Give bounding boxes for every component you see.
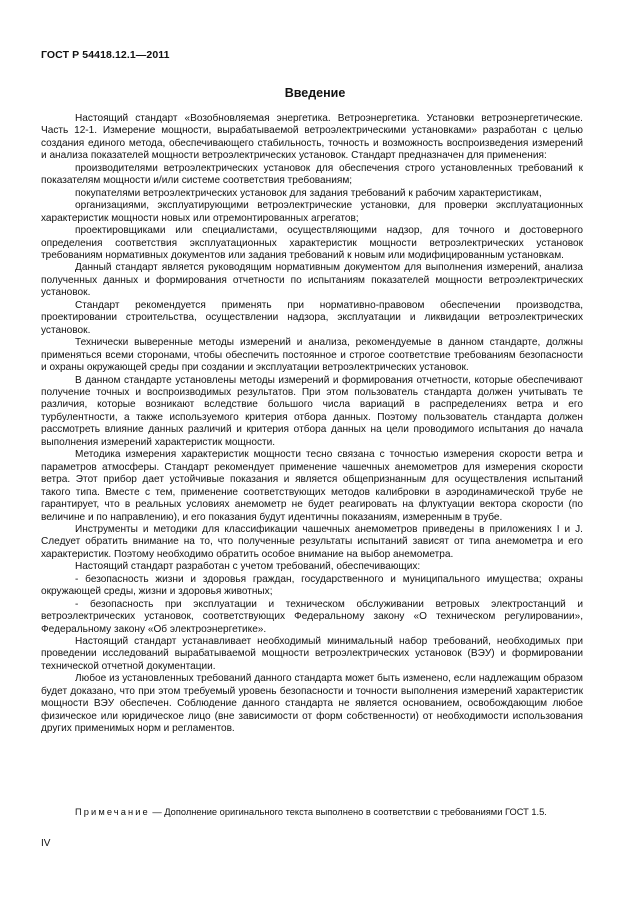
paragraph: производителями ветроэлектрических установок для обеспечения строго установленных требований к показателям мощности и/или системе соответствия требованиям; (41, 162, 583, 187)
paragraph: Настоящий стандарт разработан с учетом требований, обеспечивающих: (75, 561, 421, 573)
paragraph: Настоящий стандарт устанавливает необходимый минимальный набор требований, необходимых при проведении исследований вырабатываемой мощности ветроэлектрических установок (ВЭУ) и формировании технической отчетной документации. (41, 636, 583, 672)
page-number: IV (41, 838, 51, 849)
note-label: Примечание (75, 807, 150, 817)
paragraph: Стандарт рекомендуется применять при нормативно-правовом обеспечении производства, проектировании строительства, осуществлении надзора, эксплуатации и ликвидации ветроэлектрических установок. (41, 299, 583, 336)
paragraph: В данном стандарте установлены методы измерений и формирования отчетности, которые обеспечивают получение точных и воспроизводимых результатов. При этом пользователь стандарта должен учитывать те различия, которые возникают вследствие большого числа вариаций в распределениях ветра и его турбулентности, а также используемого критерия отбора данных. Поэтому пользователь стандарта должен рассмотреть влияние данных различий и критерия отбора данных на цели проводимого испытания до начала выполнения измерений характеристик мощности. (41, 374, 583, 448)
note-text: — Дополнение оригинального текста выполнено в соответствии с требованиями ГОСТ 1.5. (149, 807, 547, 817)
paragraph: Методика измерения характеристик мощности тесно связана с точностью измерения скорости ветра и параметров атмосферы. Стандарт рекомендует применение чашечных анемометров для измерения скорости ветра. Этот прибор дает устойчивые показания и является общепризнанным для осуществления испытаний такого типа. Вместе с тем, применение соответствующих методов калибровки в аэродинамической трубе не гарантирует, что в реальных условиях анемометр не будет реагировать на флуктуации вектора скорости (по величине и по направлению), и его показания будут идентичны показаниям, измеренным в трубе. (41, 449, 583, 523)
body-text (41, 113, 583, 736)
paragraph: Инструменты и методики для классификации чашечных анемометров приведены в приложениях I и J. Следует обратить внимание на то, что полученные результаты испытаний зависят от типа анемометра и его характеристик. Поэтому необходимо обратить особое внимание на выбор анемометра. (41, 523, 583, 560)
paragraph: покупателями ветроэлектрических установок для задания требований к рабочим характеристикам, (75, 187, 542, 199)
paragraph: Данный стандарт является руководящим нормативным документом для выполнения измерений, анализа полученных данных и формирования отчетности по испытаниям показателей мощности ветроэлектрических установок. (41, 262, 583, 299)
paragraph: - безопасность при эксплуатации и техническом обслуживании ветровых электростанций и ветроэлектрических установок, соответствующих Федеральному закону «О техническом регулировании», Федеральному закону «Об электроэнергетике». (41, 598, 583, 635)
standard-code-header: ГОСТ Р 54418.12.1—2011 (41, 49, 170, 61)
paragraph: проектировщиками или специалистами, осуществляющими надзор, для точного и достоверного определения соответствия эксплуатационных характеристик мощности ветроэлектрических установок требованиям нормативных документов или задания требований к новым или модифицированным установкам. (41, 225, 583, 261)
paragraph: организациями, эксплуатирующими ветроэлектрические установки, для проверки эксплуатационных характеристик мощности новых или отремонтированных агрегатов; (41, 200, 583, 224)
paragraph: Любое из установленных требований данного стандарта может быть изменено, если надлежащим образом будет доказано, что при этом требуемый уровень безопасности и точности выполнения измерений характеристик мощности ВЭУ обеспечен. Соблюдение данного стандарта не является основанием, освобождающим любое физическое или юридическое лицо (вне зависимости от форм собственности) от необходимости использования других применимых норм и регламентов. (41, 673, 583, 735)
paragraph: Настоящий стандарт «Возобновляемая энергетика. Ветроэнергетика. Установки ветроэнергетические. Часть 12-1. Измерение мощности, вырабатываемой ветроэлектрическими установками» разработан с целью создания единого метода, обеспечивающего стабильность, точность и возможность воспроизведения измерений и анализа показателей мощности ветроэлектрических установок. Стандарт предназначен для применения: (41, 113, 583, 162)
paragraph: - безопасность жизни и здоровья граждан, государственного и муниципального имущества; охраны окружающей среды, жизни и здоровья животных; (41, 573, 583, 598)
note (41, 806, 583, 818)
section-title: Введение (284, 86, 346, 100)
paragraph: Технически выверенные методы измерений и анализа, рекомендуемые в данном стандарте, должны применяться всеми сторонами, чтобы обеспечить постоянное и строгое соответствие требованиям безопасности и охраны окружающей среды при создании и эксплуатации ветроэлектрических установок. (41, 337, 583, 374)
